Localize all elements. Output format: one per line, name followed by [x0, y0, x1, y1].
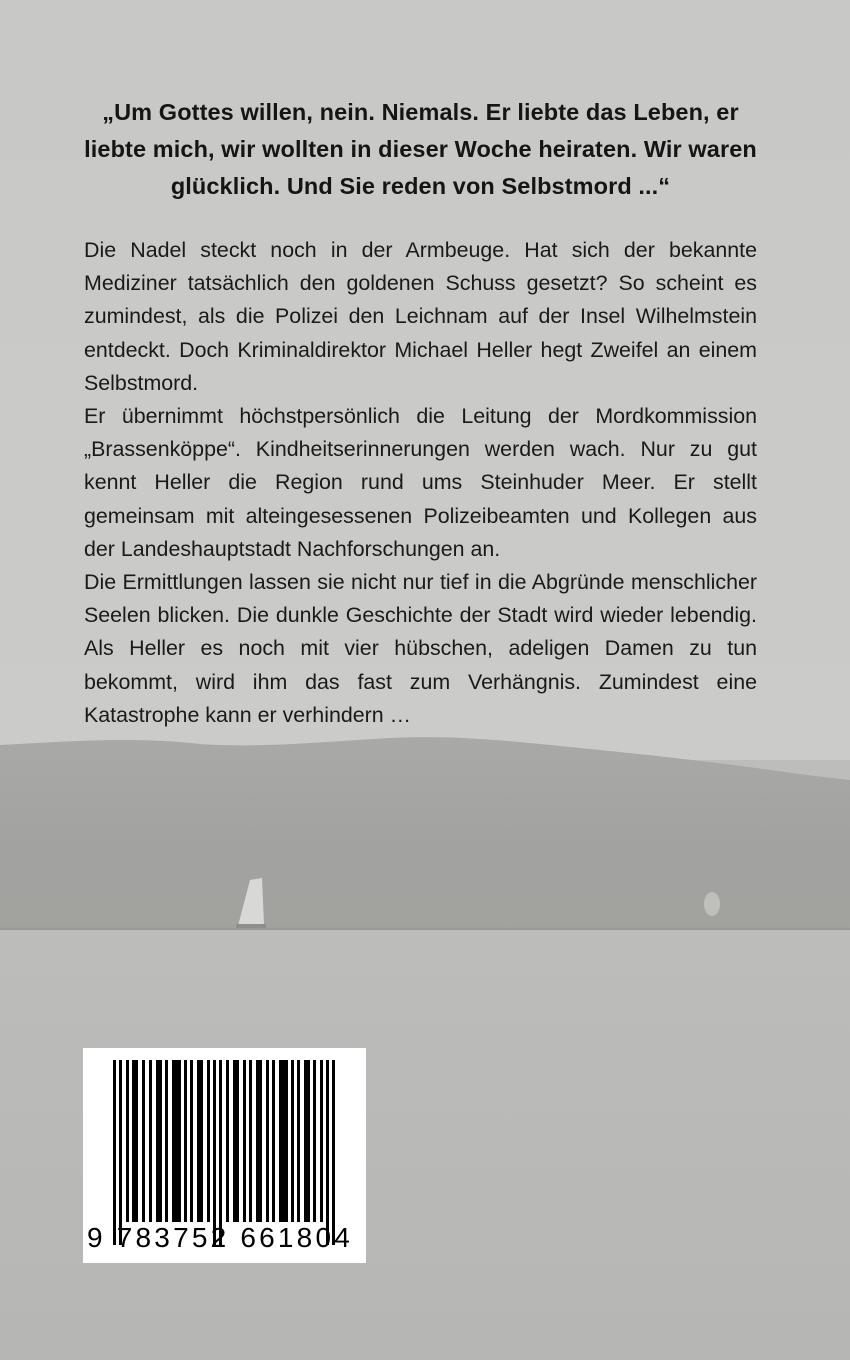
blurb-text	[84, 234, 757, 732]
distant-sail	[704, 892, 720, 916]
blurb-paragraph: Er übernimmt höchstpersönlich die Leitung der Mordkommission „Brassenköppe“. Kindheitserinnerungen werden wach. Nur zu gut kennt Heller die Region rund ums Steinhuder Meer. Er stellt gemeinsam mit alteingesessenen Polizeibeamten und Kollegen aus der Landeshauptstadt Nachforschungen an.	[84, 404, 757, 561]
back-cover-quote: „Um Gottes willen, nein. Niemals. Er liebte das Leben, er liebte mich, wir wollten in dieser Woche heiraten. Wir waren glücklich. Und Sie reden von Selbstmord ...“	[84, 99, 757, 199]
isbn-barcode	[83, 1048, 366, 1263]
isbn-number: 9 783752 661804	[87, 1222, 353, 1253]
shoreline	[0, 849, 850, 930]
blurb-paragraph: Die Ermittlungen lassen sie nicht nur tief in die Abgründe menschlicher Seelen blicken. Die dunkle Geschichte der Stadt wird wieder lebendig. Als Heller es noch mit vier hübschen, adeligen Damen zu tun bekommt, wird ihm das fast zum Verhängnis. Zumindest eine Katastrophe kann er verhindern …	[84, 570, 757, 727]
sailboat-hull	[236, 924, 266, 928]
blurb-paragraph: Die Nadel steckt noch in der Armbeuge. Hat sich der bekannte Mediziner tatsächlich den goldenen Schuss gesetzt? So scheint es zumindest, als die Polizei den Leichnam auf der Insel Wilhelmstein entdeckt. Doch Kriminaldirektor Michael Heller hegt Zweifel an einem Selbstmord.	[84, 238, 757, 395]
